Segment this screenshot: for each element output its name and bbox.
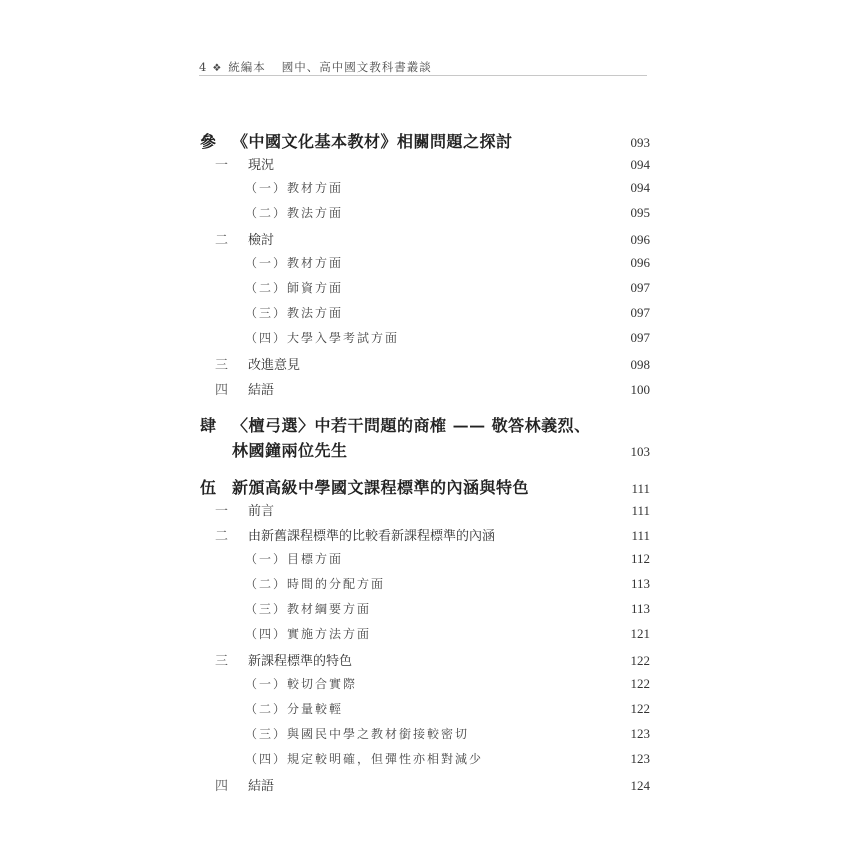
section-number: 三 bbox=[215, 358, 229, 373]
toc-section[interactable] bbox=[200, 354, 650, 376]
dot-leader bbox=[345, 191, 628, 192]
dot-leader bbox=[345, 291, 628, 292]
subsection-title: （二）教法方面 bbox=[245, 206, 344, 220]
toc-chapter-continuation[interactable] bbox=[200, 438, 650, 460]
section-title: 改進意見 bbox=[248, 358, 301, 373]
page-ref: 095 bbox=[630, 205, 650, 220]
page-ref: 096 bbox=[630, 255, 650, 270]
dot-leader bbox=[345, 266, 628, 267]
page-ref: 123 bbox=[630, 751, 650, 766]
page-ref: 124 bbox=[630, 778, 650, 793]
toc-subsection[interactable] bbox=[200, 204, 650, 226]
dot-leader bbox=[354, 664, 628, 665]
dot-leader bbox=[515, 146, 629, 147]
subsection-title: （一）教材方面 bbox=[245, 181, 344, 195]
subsection-title: （四）大學入學考試方面 bbox=[245, 331, 400, 345]
section-title: 由新舊課程標準的比較看新課程標準的內涵 bbox=[248, 529, 496, 544]
page-ref: 112 bbox=[630, 551, 650, 566]
dot-leader bbox=[302, 368, 628, 369]
toc-subsection[interactable] bbox=[200, 254, 650, 276]
section-number: 一 bbox=[215, 504, 229, 519]
toc-subsection[interactable] bbox=[200, 750, 650, 772]
toc-subsection[interactable] bbox=[200, 725, 650, 747]
page-number: 4 bbox=[199, 60, 208, 74]
dot-leader bbox=[350, 455, 629, 456]
toc-section[interactable] bbox=[200, 775, 650, 797]
toc-subsection[interactable] bbox=[200, 700, 650, 722]
dot-leader bbox=[401, 341, 628, 342]
page-ref: 094 bbox=[630, 157, 650, 172]
dot-leader bbox=[359, 687, 628, 688]
toc-subsection[interactable] bbox=[200, 600, 650, 622]
page-ref: 122 bbox=[630, 676, 650, 691]
section-number: 四 bbox=[215, 779, 229, 794]
toc-section[interactable] bbox=[200, 154, 650, 176]
toc-subsection[interactable] bbox=[200, 625, 650, 647]
toc-chapter[interactable] bbox=[200, 129, 650, 151]
section-number: 二 bbox=[215, 529, 229, 544]
dot-leader bbox=[373, 637, 628, 638]
dot-leader bbox=[276, 789, 628, 790]
page-ref: 111 bbox=[631, 528, 650, 543]
subsection-title: （三）與國民中學之教材銜接較密切 bbox=[245, 727, 470, 741]
series-label: 統編本 bbox=[228, 60, 266, 74]
section-title: 新課程標準的特色 bbox=[248, 654, 353, 669]
subsection-title: （四）規定較明確，但彈性亦相對減少 bbox=[245, 752, 484, 766]
page-ref: 100 bbox=[630, 382, 650, 397]
page-ref: 094 bbox=[630, 180, 650, 195]
toc-subsection[interactable] bbox=[200, 279, 650, 301]
chapter-title: 《中國文化基本教材》相關問題之探討 bbox=[232, 132, 513, 151]
chapter-number: 伍 bbox=[200, 478, 217, 497]
chapter-title: 〈檀弓選〉中若干問題的商榷 —— 敬答林義烈、 bbox=[232, 416, 591, 435]
subsection-title: （三）教法方面 bbox=[245, 306, 344, 320]
toc-subsection[interactable] bbox=[200, 329, 650, 351]
section-title: 檢討 bbox=[248, 233, 275, 248]
diamond-bullet-icon: ❖ bbox=[212, 63, 223, 74]
chapter-title: 新頒高級中學國文課程標準的內涵與特色 bbox=[232, 478, 530, 497]
header-rule bbox=[199, 75, 647, 76]
section-number: 一 bbox=[215, 158, 229, 173]
subsection-title: （一）目標方面 bbox=[245, 552, 344, 566]
page-ref: 111 bbox=[631, 481, 650, 496]
section-title: 結語 bbox=[248, 383, 275, 398]
page-ref: 121 bbox=[630, 626, 650, 641]
chapter-number: 肆 bbox=[200, 416, 217, 435]
subsection-title: （二）時間的分配方面 bbox=[245, 577, 386, 591]
page-ref: 096 bbox=[630, 232, 650, 247]
section-number: 四 bbox=[215, 383, 229, 398]
page-ref: 097 bbox=[630, 280, 650, 295]
dot-leader bbox=[387, 587, 629, 588]
section-title: 結語 bbox=[248, 779, 275, 794]
page-ref: 097 bbox=[630, 305, 650, 320]
toc-section[interactable] bbox=[200, 525, 650, 547]
page-ref: 098 bbox=[630, 357, 650, 372]
chapter-title-continued: 林國鐘兩位先生 bbox=[232, 441, 348, 460]
dot-leader bbox=[485, 762, 628, 763]
toc-subsection[interactable] bbox=[200, 550, 650, 572]
dot-leader bbox=[276, 514, 629, 515]
subsection-title: （四）實施方法方面 bbox=[245, 627, 372, 641]
dot-leader bbox=[276, 393, 628, 394]
toc-subsection[interactable] bbox=[200, 575, 650, 597]
dot-leader bbox=[345, 316, 628, 317]
toc-chapter[interactable] bbox=[200, 475, 650, 497]
page-ref: 093 bbox=[630, 135, 650, 150]
dot-leader bbox=[373, 612, 629, 613]
toc-section[interactable] bbox=[200, 379, 650, 401]
dot-leader bbox=[276, 243, 628, 244]
toc-section[interactable] bbox=[200, 229, 650, 251]
dot-leader bbox=[497, 539, 629, 540]
page-ref: 097 bbox=[630, 330, 650, 345]
page-ref: 113 bbox=[630, 601, 650, 616]
subsection-title: （一）教材方面 bbox=[245, 256, 344, 270]
subsection-title: （一）較切合實際 bbox=[245, 677, 358, 691]
dot-leader bbox=[471, 737, 628, 738]
toc-subsection[interactable] bbox=[200, 179, 650, 201]
running-header bbox=[199, 59, 645, 75]
page-ref: 123 bbox=[630, 726, 650, 741]
dot-leader bbox=[276, 168, 628, 169]
section-number: 二 bbox=[215, 233, 229, 248]
section-number: 三 bbox=[215, 654, 229, 669]
section-title: 前言 bbox=[248, 504, 275, 519]
toc-chapter[interactable] bbox=[200, 413, 650, 435]
toc-subsection[interactable] bbox=[200, 304, 650, 326]
toc-section[interactable] bbox=[200, 500, 650, 522]
dot-leader bbox=[345, 216, 628, 217]
dot-leader bbox=[345, 712, 628, 713]
book-title: 國中、高中國文教科書叢談 bbox=[281, 60, 432, 74]
section-title: 現況 bbox=[248, 158, 275, 173]
dot-leader bbox=[531, 492, 629, 493]
chapter-number: 參 bbox=[200, 132, 217, 151]
page-ref: 122 bbox=[630, 701, 650, 716]
page-ref: 113 bbox=[630, 576, 650, 591]
subsection-title: （三）教材綱要方面 bbox=[245, 602, 372, 616]
subsection-title: （二）分量較輕 bbox=[245, 702, 344, 716]
subsection-title: （二）師資方面 bbox=[245, 281, 344, 295]
toc-subsection[interactable] bbox=[200, 675, 650, 697]
page-ref: 111 bbox=[631, 503, 650, 518]
page-ref: 122 bbox=[630, 653, 650, 668]
page-ref: 103 bbox=[630, 444, 650, 459]
dot-leader bbox=[345, 562, 629, 563]
toc-section[interactable] bbox=[200, 650, 650, 672]
